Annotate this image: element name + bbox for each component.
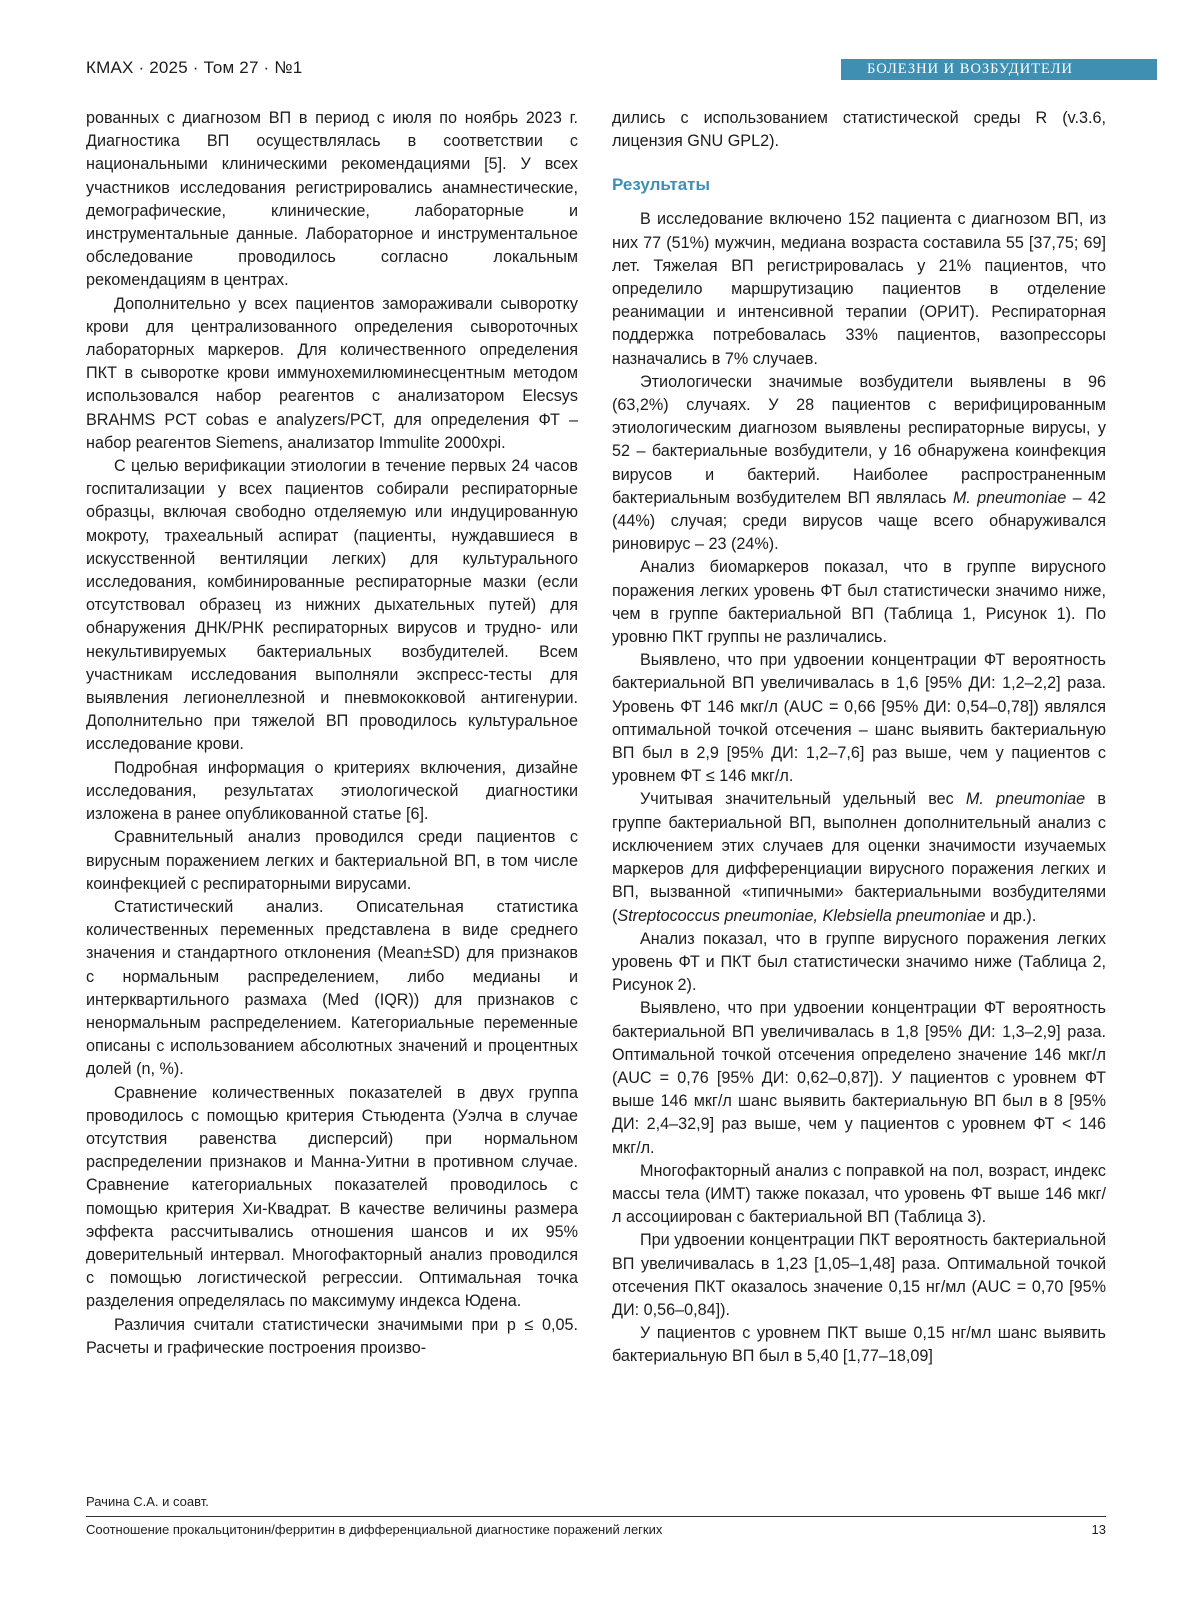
paragraph: Сравнительный анализ проводился среди пациентов с вирусным поражением легких и бактериальной ВП, в том числе коинфекцией с респираторными вирусами. [86, 826, 578, 896]
paragraph [612, 788, 1106, 927]
paragraph: рованных с диагнозом ВП в период с июля по ноябрь 2023 г. Диагностика ВП осуществлялась в соответствии с национальными клиническими рекомендациями [5]. У всех участников исследования регистрировались анамнестические, демографические, клинические, лабораторные и инструментальные данные. Лабораторное и инструментальное обследование проводилось согласно локальным рекомендациям в центрах. [86, 107, 578, 293]
paragraph [612, 371, 1106, 557]
paragraph: Анализ биомаркеров показал, что в группе вирусного поражения легких уровень ФТ был статистически значимо ниже, чем в группе бактериальной ВП (Таблица 1, Рисунок 1). По уровню ПКТ группы не различались. [612, 556, 1106, 649]
paragraph: У пациентов с уровнем ПКТ выше 0,15 нг/мл шанс выявить бактериальную ВП был в 5,40 [1,77–18,09] [612, 1322, 1106, 1368]
footer-authors: Рачина С.А. и соавт. [86, 1494, 209, 1509]
paragraph: Дополнительно у всех пациентов замораживали сыворотку крови для централизованного определения сывороточных лабораторных маркеров. Для количественного определения ПКТ в сыворотке крови иммунохемилюминесцентным методом использовался набор реагентов с анализатором Elecsys BRAHMS PCT cobas e analyzers/PCT, для определения ФТ – набор реагентов Siemens, анализатор Immulite 2000xpi. [86, 293, 578, 455]
paragraph: Подробная информация о критериях включения, дизайне исследования, результатах этиологической диагностики изложена в ранее опубликованной статье [6]. [86, 757, 578, 827]
paragraph: В исследование включено 152 пациента с диагнозом ВП, из них 77 (51%) мужчин, медиана возраста составила 55 [37,75; 69] лет. Тяжелая ВП регистрировалась у 21% пациентов, что определило маршрутизацию пациентов в отделение реанимации и интенсивной терапии (ОРИТ). Респираторная поддержка потребовалась 33% пациентов, вазопрессоры назначались в 7% случаев. [612, 208, 1106, 370]
paragraph: Многофакторный анализ с поправкой на пол, возраст, индекс массы тела (ИМТ) также показал, что уровень ФТ выше 146 мкг/л ассоциирован с бактериальной ВП (Таблица 3). [612, 1160, 1106, 1230]
species-name: M. pneumoniae [953, 489, 1066, 507]
paragraph: дились с использованием статистической среды R (v.3.6, лицензия GNU GPL2). [612, 107, 1106, 153]
section-banner: БОЛЕЗНИ И ВОЗБУДИТЕЛИ [841, 59, 1157, 80]
footer-article-title: Соотношение прокальцитонин/ферритин в дифференциальной диагностике поражений легких [86, 1522, 662, 1537]
paragraph: Анализ показал, что в группе вирусного поражения легких уровень ФТ и ПКТ был статистически значимо ниже (Таблица 2, Рисунок 2). [612, 928, 1106, 998]
text-run: – 42 (44%) случая; среди вирусов чаще всего обнаруживался риновирус – 23 (24%). [612, 489, 1106, 553]
journal-header: КМАХ · 2025 · Том 27 · №1 [86, 58, 302, 78]
page-number: 13 [1092, 1522, 1106, 1537]
section-heading-results: Результаты [612, 173, 1106, 196]
text-run: Этиологически значимые возбудители выявлены в 96 (63,2%) случаях. У 28 пациентов с верифицированным этиологическим диагнозом выявлены респираторные вирусы, у 52 – бактериальные возбудители, у 16 обнаружена коинфекция вирусов и бактерий. Наиболее распространенным бактериальным возбудителем ВП являлась [612, 373, 1106, 507]
species-name: M. pneumoniae [966, 790, 1085, 808]
text-run: Учитывая значительный удельный вес [640, 790, 966, 808]
paragraph: При удвоении концентрации ПКТ вероятность бактериальной ВП увеличивалась в 1,23 [1,05–1,48] раза. Оптимальной точкой отсечения ПКТ оказалось значение 0,15 нг/мл (AUC = 0,70 [95% ДИ: 0,56–0,84]). [612, 1229, 1106, 1322]
species-name: Streptococcus pneumoniae, Klebsiella pneumoniae [617, 907, 985, 925]
text-run: и др.). [985, 907, 1036, 925]
paragraph: Различия считали статистически значимыми при p ≤ 0,05. Расчеты и графические построения произво- [86, 1314, 578, 1360]
paragraph: Статистический анализ. Описательная статистика количественных переменных представлена в виде среднего значения и стандартного отклонения (Mean±SD) для признаков с нормальным распределением, либо медианы и интерквартильного размаха (Med (IQR)) для признаков с ненормальным распределением. Категориальные переменные описаны с использованием абсолютных значений и процентных долей (n, %). [86, 896, 578, 1082]
footer-divider [86, 1516, 1106, 1517]
paragraph: Выявлено, что при удвоении концентрации ФТ вероятность бактериальной ВП увеличивалась в 1,6 [95% ДИ: 1,2–2,2] раза. Уровень ФТ 146 мкг/л (AUC = 0,66 [95% ДИ: 0,54–0,78]) являлся оптимальной точкой отсечения – шанс выявить бактериальную ВП был в 2,9 [95% ДИ: 1,2–7,6] раз выше, чем у пациентов с уровнем ФТ ≤ 146 мкг/л. [612, 649, 1106, 788]
right-column [612, 107, 1106, 1369]
text-run: в группе бактериальной ВП, выполнен дополнительный анализ с исключением этих случаев для оценки значимости изучаемых маркеров для дифференциации вирусного поражения легких и ВП, вызванной «типичными» бактериальными возбудителями ( [612, 790, 1106, 924]
paragraph: С целью верификации этиологии в течение первых 24 часов госпитализации у всех пациентов собирали респираторные образцы, включая свободно отделяемую или индуцированную мокроту, трахеальный аспират (пациенты, нуждавшиеся в искусственной вентиляции легких) для культурального исследования, комбинированные респираторные мазки (если отсутствовал образец из нижних дыхательных путей) для обнаружения ДНК/РНК респираторных вирусов и трудно- или некультивируемых бактериальных возбудителей. Всем участникам исследования выполняли экспресс-тесты для выявления легионеллезной и пневмококковой антигенурии. Дополнительно при тяжелой ВП проводилось культуральное исследование крови. [86, 455, 578, 757]
paragraph: Сравнение количественных показателей в двух группа проводилось с помощью критерия Стьюдента (Уэлча в случае отсутствия равенства дисперсий) при нормальном распределении признаков и Манна-Уитни в противном случае. Сравнение категориальных показателей проводилось с помощью критерия Хи-Квадрат. В качестве величины размера эффекта рассчитывались отношения шансов и их 95% доверительный интервал. Многофакторный анализ проводился с помощью логистической регрессии. Оптимальная точка разделения определялась по максимуму индекса Юдена. [86, 1082, 578, 1314]
paragraph: Выявлено, что при удвоении концентрации ФТ вероятность бактериальной ВП увеличивалась в 1,8 [95% ДИ: 1,3–2,9] раза. Оптимальной точкой отсечения определено значение 146 мкг/л (AUC = 0,76 [95% ДИ: 0,62–0,87]). У пациентов с уровнем ФТ выше 146 мкг/л шанс выявить бактериальную ВП был в 8 [95% ДИ: 2,4–32,9] раз выше, чем у пациентов с уровнем ФТ < 146 мкг/л. [612, 997, 1106, 1159]
left-column [86, 107, 578, 1360]
